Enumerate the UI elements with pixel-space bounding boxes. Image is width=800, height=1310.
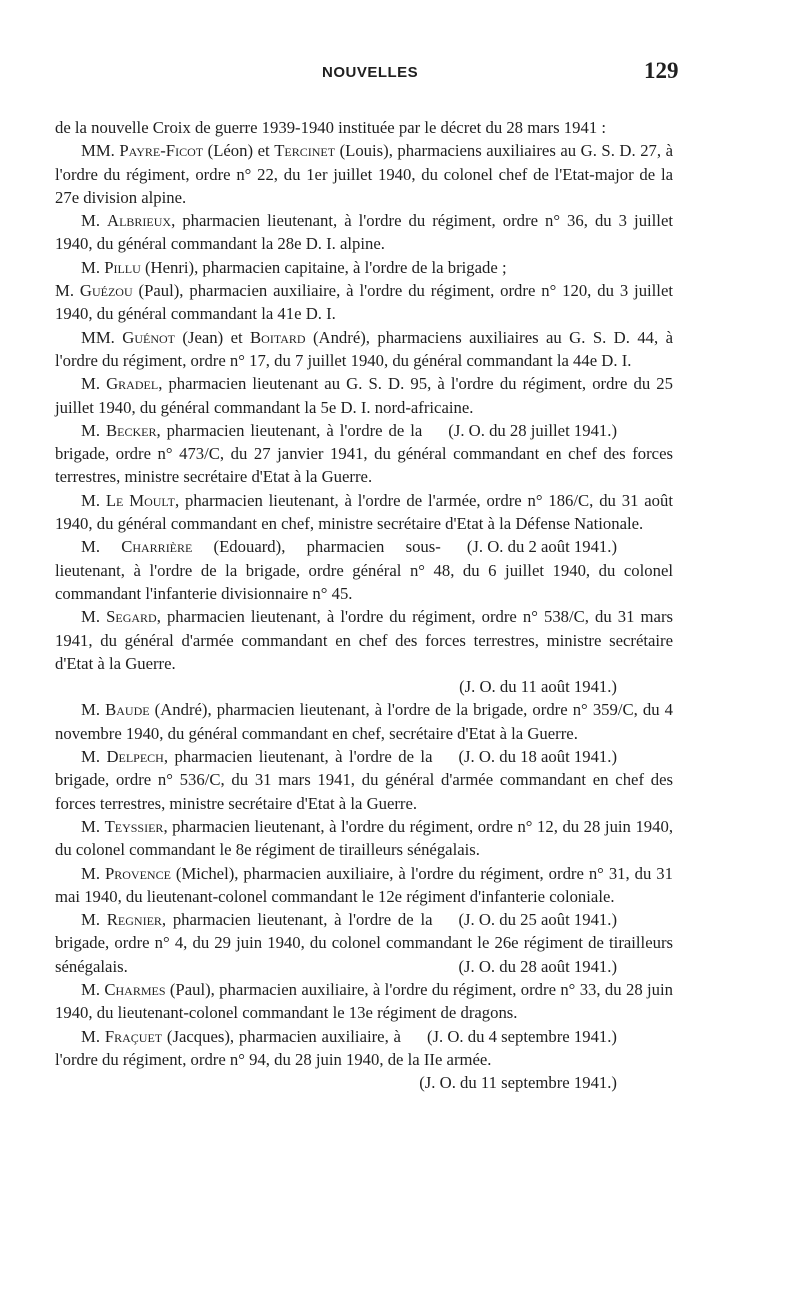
paragraph-text: M. [81,910,107,930]
journal-reference: (J. O. du 18 août 1941.) [458,747,617,767]
paragraph-text: M. [81,816,105,836]
paragraph-text: , pharmacien lieutenant, à l'ordre de l'armée, ordre n° 186/C, du 31 août 1940, du général commandant en chef, ministre secrétaire d'Etat à la Défense Nationale. [55,490,673,534]
running-title: NOUVELLES [322,64,419,81]
paragraph-text: M. [81,537,122,557]
paragraph-text: M. [81,420,106,440]
paragraph-text: M. [81,979,105,999]
paragraph-text: M. [81,700,106,720]
paragraph-text: (Louis), pharmaciens auxiliaires au G. S. D. 27, à l'ordre du régiment, ordre n° 22, du 1er juillet 1940, du colonel chef de l'Etat-major de la 27e division alpine. [55,141,674,207]
person-name: Regnier [106,910,162,930]
page-number: 129 [644,58,679,83]
paragraph [55,815,673,862]
person-name: Payre-Ficot [119,141,204,161]
journal-reference: (J. O. du 28 août 1941.) [458,956,617,976]
paragraph [55,139,673,209]
paragraph-text: (Edouard), pharmacien sous-lieutenant, à l'ordre de la brigade, ordre général n° 48, du 6 juillet 1940, du colonel commandant l'infanterie divisionnaire n° 45. [55,537,673,603]
paragraph-text: , pharmacien lieutenant, à l'ordre du régiment, ordre n° 538/C, du 31 mars 1941, du général d'armée commandant en chef des forces terrestres, ministre secrétaire d'Etat à la Guerre. [55,607,673,673]
paragraph-text: (Henri), pharmacien capitaine, à l'ordre de la brigade ; [140,257,507,277]
person-name: Pillu [104,257,141,277]
paragraph-text: , pharmacien lieutenant, à l'ordre de la brigade, ordre n° 4, du 29 juin 1940, du colonel commandant le 26e régiment de tirailleurs sénégalais. [55,910,673,976]
journal-reference: (J. O. du 28 juillet 1941.) [448,420,617,440]
journal-reference: (J. O. du 4 septembre 1941.) [426,1026,617,1046]
paragraph-text: M. [81,490,106,510]
paragraph [55,326,673,373]
paragraph-text: (Jean) et [174,327,251,347]
paragraph-text: M. [81,257,105,277]
person-name: Teyssier [104,816,164,836]
person-name: Boitard [250,327,306,347]
person-name: Le Moult [105,490,175,510]
body-text [55,116,673,1094]
paragraph-text: , pharmacien lieutenant, à l'ordre de la brigade, ordre n° 473/C, du 27 janvier 1941, du général commandant en chef des forces terrestres, ministre secrétaire d'Etat à la Guerre. [55,420,673,487]
journal-reference: (J. O. du 2 août 1941.) [466,537,617,557]
person-name: Guézou [79,281,133,301]
paragraph-text: M. [81,607,107,627]
paragraph [55,209,673,256]
person-name: Charrière [121,537,193,557]
paragraph-text: de la nouvelle Croix de guerre 1939-1940 instituée par le décret du 28 mars 1941 : [55,118,606,137]
paragraph-text: (Paul), pharmacien auxiliaire, à l'ordre du régiment, ordre n° 33, du 28 juin 1940, du lieutenant-colonel commandant le 13e régiment de dragons. [55,979,673,1023]
person-name: Delpech [106,747,164,767]
paragraph-text: M. [81,374,107,394]
person-name: Becker [105,420,157,440]
paragraph-text: , pharmacien lieutenant au G. S. D. 95, à l'ordre du régiment, ordre du 25 juillet 1940, du général commandant la 5e D. I. nord-africaine. [55,374,673,417]
paragraph [55,116,673,139]
paragraph-text: (André), pharmaciens auxiliaires au G. S. D. 44, à l'ordre du régiment, ordre n° 17, du 7 juillet 1940, du général commandant la 44e D. I. [55,327,674,370]
paragraph-text: , pharmacien lieutenant, à l'ordre du régiment, ordre n° 12, du 28 juin 1940, du colonel commandant le 8e régiment de tirailleurs sénégalais. [55,816,673,860]
paragraph-text: MM. [81,141,120,161]
paragraph-text: M. [55,281,80,301]
person-name: Baude [105,700,150,720]
page-header [0,56,800,86]
paragraph-text: , pharmacien lieutenant, à l'ordre du régiment, ordre n° 36, du 3 juillet 1940, du général commandant la 28e D. I. alpine. [55,211,673,254]
paragraph-text: (André), pharmacien lieutenant, à l'ordre de la brigade, ordre n° 359/C, du 4 novembre 1940, du général commandant en chef, secrétaire d'Etat à la Guerre. [55,700,674,743]
paragraph-text: (Jacques), pharmacien auxiliaire, à l'ordre du régiment, ordre n° 94, du 28 juin 1940, de la IIe armée. [55,1026,492,1069]
paragraph-text: M. [81,1026,105,1046]
paragraph-text: (Paul), pharmacien auxiliaire, à l'ordre du régiment, ordre n° 120, du 3 juillet 1940, du général commandant la 41e D. I. [55,281,673,324]
paragraph-text: M. [81,863,105,883]
paragraph-text: (Michel), pharmacien auxiliaire, à l'ordre du régiment, ordre n° 31, du 31 mai 1940, du lieutenant-colonel commandant le 12e régiment d'infanterie coloniale. [55,863,673,906]
paragraph-text: MM. [81,327,123,347]
person-name: Provence [104,863,171,883]
paragraph-text: , pharmacien lieutenant, à l'ordre de la brigade, ordre n° 536/C, du 31 mars 1941, du général d'armée commandant en chef des forces terrestres, ministre secrétaire d'Etat à la Guerre. [55,747,673,813]
journal-reference: (J. O. du 11 septembre 1941.) [419,1073,617,1093]
paragraph [55,605,673,698]
person-name: Guénot [122,327,175,347]
person-name: Albrieux [107,211,172,231]
person-name: Charmes [104,979,166,999]
journal-reference: (J. O. du 11 août 1941.) [459,677,617,697]
person-name: Tercinet [274,141,336,161]
paragraph-text: (Léon) et [203,141,275,161]
paragraph [55,256,673,279]
paragraph [55,279,673,326]
person-name: Gradel [106,374,159,394]
paragraph-text: M. [81,211,108,231]
person-name: Segard [106,607,157,627]
journal-reference: (J. O. du 25 août 1941.) [458,910,617,930]
paragraph-text: M. [81,747,107,767]
person-name: Fraçuet [104,1026,163,1046]
